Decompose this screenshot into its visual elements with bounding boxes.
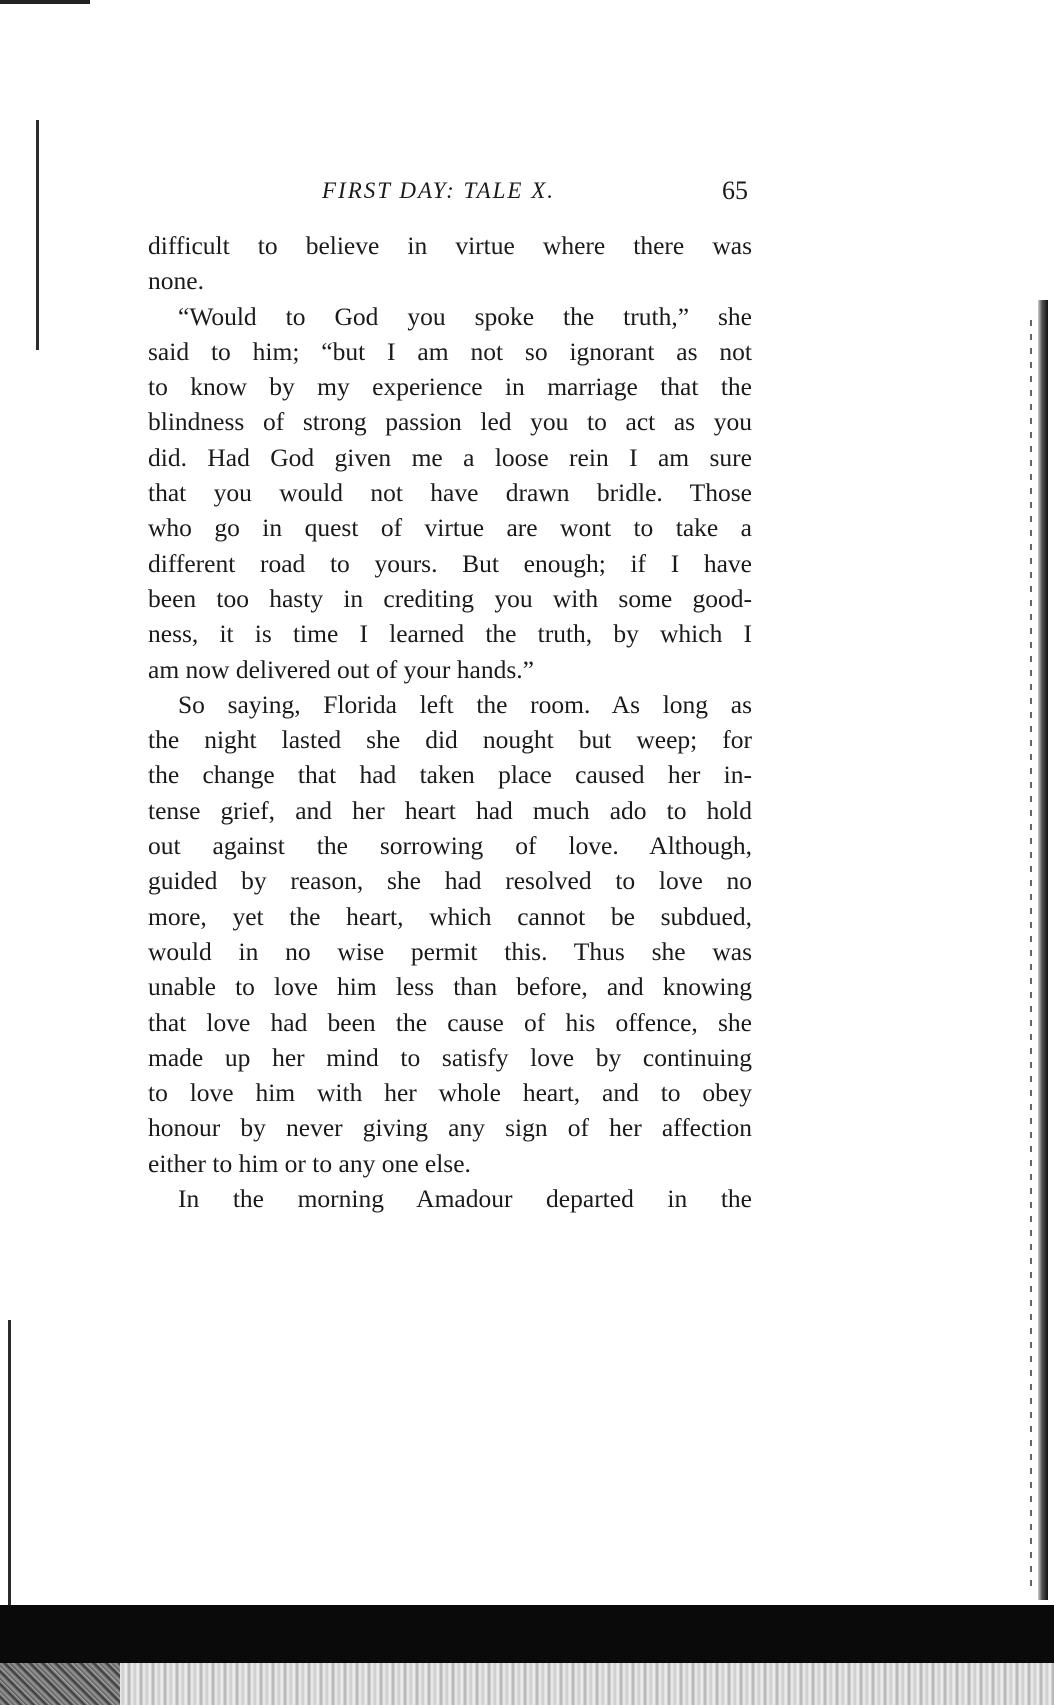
page-number: 65 <box>722 176 748 205</box>
text-line: So saying, Florida left the room. As long as <box>178 689 752 719</box>
text-line: “Would to God you spoke the truth,” she <box>178 301 752 331</box>
text-line: guided by reason, she had resolved to love no <box>148 866 752 896</box>
text-line: none. <box>148 266 204 296</box>
text-line: more, yet the heart, which cannot be subdued, <box>148 901 752 931</box>
text-line: who go in quest of virtue are wont to take a <box>148 513 752 543</box>
text-line: honour by never giving any sign of her affection <box>148 1113 752 1143</box>
text-line: the night lasted she did nought but weep; for <box>148 725 752 755</box>
text-line: did. Had God given me a loose rein I am sure <box>148 442 752 472</box>
text-line: am now delivered out of your hands.” <box>148 654 534 684</box>
text-line: would in no wise permit this. Thus she was <box>148 936 752 966</box>
scan-edge-top <box>0 0 90 4</box>
text-line: that you would not have drawn bridle. Those <box>148 478 752 508</box>
scan-edge-left <box>36 120 39 350</box>
running-head <box>148 172 752 212</box>
text-line: the change that had taken place caused her in- <box>148 760 752 790</box>
text-line: to know by my experience in marriage that the <box>148 372 752 402</box>
text-line: that love had been the cause of his offence, she <box>148 1007 752 1037</box>
text-line: blindness of strong passion led you to act as you <box>148 407 752 437</box>
text-line: to love him with her whole heart, and to obey <box>148 1078 752 1108</box>
text-line: ness, it is time I learned the truth, by which I <box>148 619 752 649</box>
scan-edge-right <box>1038 300 1048 1600</box>
running-title: FIRST DAY: TALE X. <box>322 178 556 203</box>
text-line: tense grief, and her heart had much ado to hold <box>148 795 752 825</box>
text-line: unable to love him less than before, and knowing <box>148 972 752 1002</box>
text-line: out against the sorrowing of love. Although, <box>148 831 752 861</box>
scan-bottom-noise-left <box>0 1663 120 1705</box>
text-line: difficult to believe in virtue where there was <box>148 231 752 260</box>
scan-edge-right-dashes <box>1030 320 1032 1590</box>
text-line: either to him or to any one else. <box>148 1148 471 1178</box>
text-line: been too hasty in crediting you with some good- <box>148 583 752 613</box>
scan-bottom-noise <box>0 1663 1054 1705</box>
text-line: In the morning Amadour departed in the <box>178 1184 752 1214</box>
text-line: said to him; “but I am not so ignorant as not <box>148 336 752 366</box>
scan-edge-left-lower <box>8 1320 11 1620</box>
body-text <box>148 228 752 1216</box>
scan-bottom-band <box>0 1605 1054 1663</box>
text-line: made up her mind to satisfy love by continuing <box>148 1042 752 1072</box>
text-line: different road to yours. But enough; if I have <box>148 548 752 578</box>
